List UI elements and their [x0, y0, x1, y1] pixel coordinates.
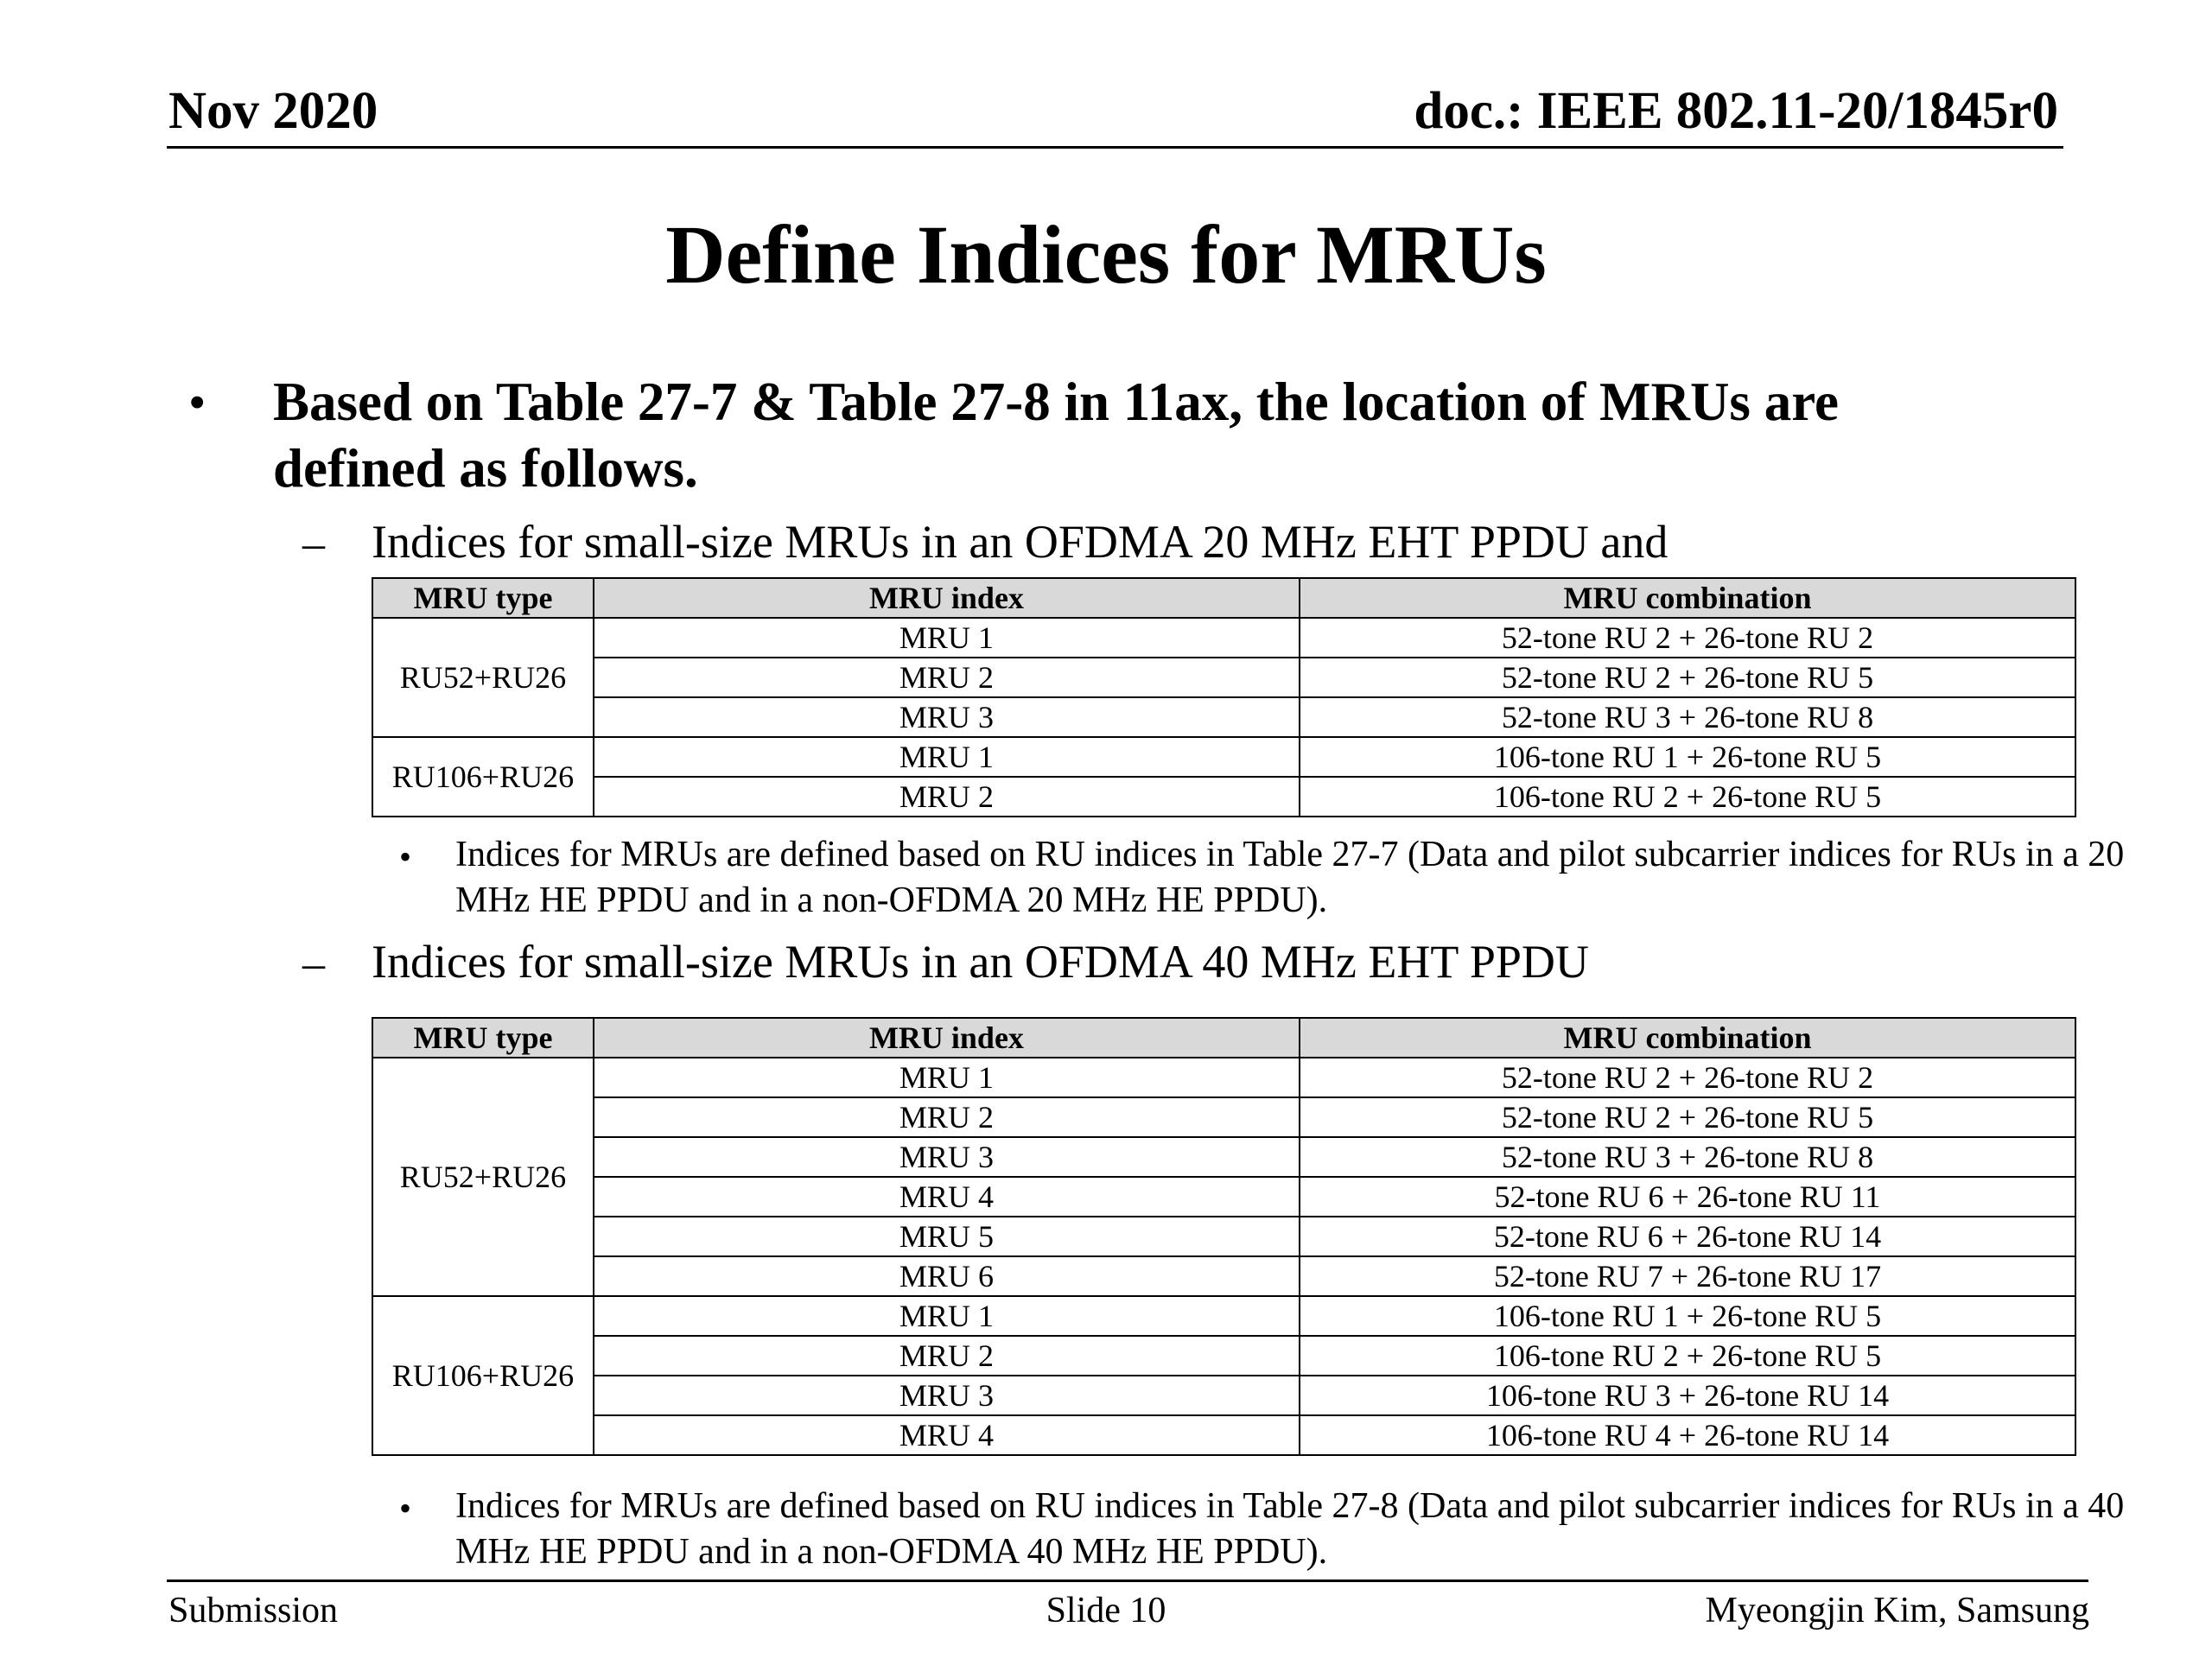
mru-combination-cell: 52-tone RU 6 + 26-tone RU 14 [1300, 1217, 2075, 1256]
header-mru-combination: MRU combination [1300, 1018, 2075, 1058]
header-doc-id: doc.: IEEE 802.11-20/1845r0 [1414, 82, 2058, 140]
mru-index-cell: MRU 2 [594, 1336, 1300, 1376]
table-row [372, 777, 2075, 817]
mru-index-cell: MRU 1 [594, 737, 1300, 777]
header-mru-index: MRU index [594, 1018, 1300, 1058]
table-row [372, 1256, 2075, 1296]
main-bullet-text: Based on Table 27-7 & Table 27-8 in 11ax, the location of MRUs are defined as follows. [273, 372, 1839, 499]
table-row [372, 658, 2075, 697]
mru-combination-cell: 52-tone RU 3 + 26-tone RU 8 [1300, 1137, 2075, 1177]
table-row [372, 1177, 2075, 1217]
header-mru-type: MRU type [372, 1018, 594, 1058]
header-divider [167, 146, 2063, 149]
mru-index-cell: MRU 3 [594, 1376, 1300, 1415]
mru-combination-cell: 106-tone RU 2 + 26-tone RU 5 [1300, 777, 2075, 817]
table-row [372, 697, 2075, 737]
mru-index-cell: MRU 3 [594, 697, 1300, 737]
section1-note-marker: • [399, 837, 412, 876]
footer-submission: Submission [168, 1591, 339, 1630]
mru-combination-cell: 106-tone RU 2 + 26-tone RU 5 [1300, 1336, 2075, 1376]
header-mru-index: MRU index [594, 578, 1300, 618]
mru-type-cell: RU106+RU26 [372, 1296, 594, 1455]
mru-index-cell: MRU 5 [594, 1217, 1300, 1256]
mru-combination-cell: 52-tone RU 2 + 26-tone RU 5 [1300, 1097, 2075, 1137]
table-row [372, 1137, 2075, 1177]
header-mru-type: MRU type [372, 578, 594, 618]
table-row [372, 737, 2075, 777]
section2-heading: Indices for small-size MRUs in an OFDMA 40 MHz EHT PPDU [372, 936, 1589, 988]
table-row [372, 1376, 2075, 1415]
table-row [372, 1296, 2075, 1336]
mru-combination-cell: 52-tone RU 2 + 26-tone RU 2 [1300, 1058, 2075, 1097]
mru-combination-cell: 52-tone RU 7 + 26-tone RU 17 [1300, 1256, 2075, 1296]
table-row [372, 1097, 2075, 1137]
table-row [372, 1058, 2075, 1097]
mru-combination-cell: 52-tone RU 2 + 26-tone RU 5 [1300, 658, 2075, 697]
section1-note: Indices for MRUs are defined based on RU indices in Table 27-7 (Data and pilot subcarrier indices for RUs in a 20 MHz HE PPDU and in a non-OFDMA 20 MHz HE PPDU). [455, 835, 2125, 920]
mru-combination-cell: 106-tone RU 4 + 26-tone RU 14 [1300, 1415, 2075, 1455]
table-row [372, 618, 2075, 658]
table-header-row [372, 1018, 2075, 1058]
mru-index-cell: MRU 1 [594, 1058, 1300, 1097]
mru-table-20mhz [372, 577, 2076, 817]
slide-title: Define Indices for MRUs [665, 208, 1547, 301]
section1-heading: Indices for small-size MRUs in an OFDMA 20 MHz EHT PPDU and [372, 516, 1669, 568]
header-date: Nov 2020 [168, 82, 378, 140]
table-row [372, 1217, 2075, 1256]
mru-index-cell: MRU 2 [594, 1097, 1300, 1137]
mru-index-cell: MRU 1 [594, 618, 1300, 658]
mru-combination-cell: 106-tone RU 3 + 26-tone RU 14 [1300, 1376, 2075, 1415]
section2-dash-marker: – [302, 939, 325, 988]
footer-divider [167, 1580, 2088, 1582]
mru-combination-cell: 106-tone RU 1 + 26-tone RU 5 [1300, 1296, 2075, 1336]
section1-dash-marker: – [302, 519, 325, 569]
mru-combination-cell: 52-tone RU 6 + 26-tone RU 11 [1300, 1177, 2075, 1217]
mru-index-cell: MRU 4 [594, 1415, 1300, 1455]
header-mru-combination: MRU combination [1300, 578, 2075, 618]
section2-note-marker: • [399, 1489, 412, 1528]
mru-index-cell: MRU 3 [594, 1137, 1300, 1177]
main-bullet-marker: • [188, 374, 207, 430]
mru-type-cell: RU52+RU26 [372, 1058, 594, 1296]
table-header-row [372, 578, 2075, 618]
mru-combination-cell: 52-tone RU 2 + 26-tone RU 2 [1300, 618, 2075, 658]
mru-table-40mhz [372, 1017, 2076, 1456]
mru-combination-cell: 52-tone RU 3 + 26-tone RU 8 [1300, 697, 2075, 737]
mru-type-cell: RU106+RU26 [372, 737, 594, 817]
section2-note: Indices for MRUs are defined based on RU indices in Table 27-8 (Data and pilot subcarrier indices for RUs in a 40 MHz HE PPDU and in a non-OFDMA 40 MHz HE PPDU). [455, 1486, 2125, 1572]
mru-index-cell: MRU 2 [594, 658, 1300, 697]
mru-index-cell: MRU 6 [594, 1256, 1300, 1296]
mru-index-cell: MRU 1 [594, 1296, 1300, 1336]
table-row [372, 1415, 2075, 1455]
mru-index-cell: MRU 2 [594, 777, 1300, 817]
footer-author: Myeongjin Kim, Samsung [1705, 1591, 2089, 1630]
mru-type-cell: RU52+RU26 [372, 618, 594, 737]
footer-slide-number: Slide 10 [1046, 1591, 1166, 1630]
mru-combination-cell: 106-tone RU 1 + 26-tone RU 5 [1300, 737, 2075, 777]
mru-index-cell: MRU 4 [594, 1177, 1300, 1217]
table-row [372, 1336, 2075, 1376]
